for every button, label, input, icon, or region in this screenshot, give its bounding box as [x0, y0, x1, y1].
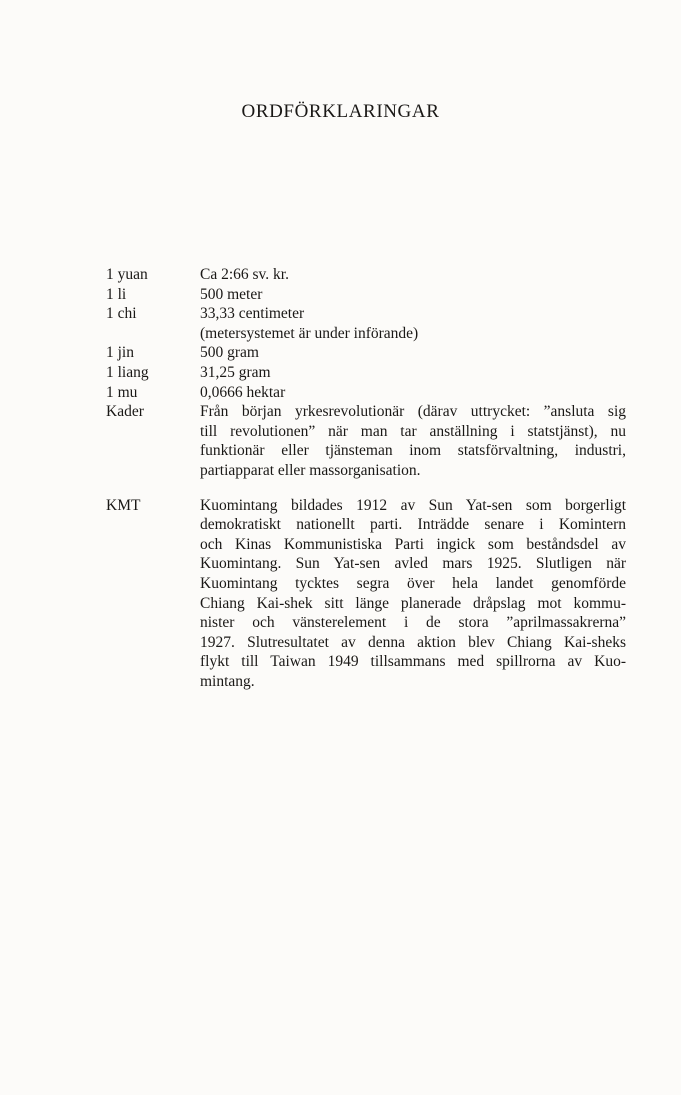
glossary-entry-kmt	[106, 496, 626, 692]
definition-line: mintang.	[200, 672, 255, 690]
definition-line: 500 meter	[200, 285, 263, 303]
glossary-term: 1 mu	[106, 383, 138, 401]
glossary-term: 1 liang	[106, 363, 149, 381]
glossary-entry-jin	[106, 343, 626, 363]
definition-line: 500 gram	[200, 344, 259, 362]
glossary-term: 1 yuan	[106, 266, 148, 283]
definition-line: funktionär eller tjänsteman inom statsförvaltning, industri,	[200, 442, 626, 460]
glossary-entry-kader	[106, 402, 626, 480]
glossary-definition	[200, 265, 626, 285]
definition-line: Kuomintang bildades 1912 av Sun Yat-sen som borgerligt	[200, 496, 626, 514]
glossary-definition	[200, 383, 626, 403]
definition-line: flykt till Taiwan 1949 tillsammans med spillrorna av Kuo-	[200, 653, 626, 671]
glossary-entry-liang	[106, 363, 626, 383]
glossary-entry-mu	[106, 383, 626, 403]
glossary-entry-chi	[106, 304, 626, 343]
glossary-definition	[200, 496, 626, 692]
definition-line: (metersystemet är under införande)	[200, 324, 419, 342]
definition-line: till revolutionen” när man tar anställning i statstjänst), nu	[200, 422, 626, 440]
glossary-definition	[200, 285, 626, 305]
definition-line: demokratiskt nationellt parti. Inträdde senare i Komintern	[200, 516, 626, 534]
definition-line: Kuomintang. Sun Yat-sen avled mars 1925. Slutligen när	[200, 555, 626, 573]
glossary-entry-li	[106, 285, 626, 305]
definition-line: 0,0666 hektar	[200, 383, 286, 401]
page-title: ORDFÖRKLARINGAR	[241, 101, 440, 122]
definition-line: 33,33 centimeter	[200, 305, 305, 323]
definition-line: nister och vänsterelement i de stora ”aprilmassakrerna”	[200, 614, 626, 632]
glossary-term: 1 jin	[106, 344, 134, 362]
glossary-definition	[200, 343, 626, 363]
glossary-term: 1 li	[106, 285, 127, 303]
glossary-definition	[200, 402, 626, 480]
glossary-definition	[200, 304, 626, 343]
definition-line: Chiang Kai-shek sitt länge planerade dråpslag mot kommu-	[200, 594, 626, 612]
glossary-term: KMT	[106, 496, 141, 514]
definition-line: partiapparat eller massorganisation.	[200, 461, 421, 479]
definition-line: Kuomintang tycktes segra över hela landet genomförde	[200, 574, 626, 592]
glossary-term: 1 chi	[106, 305, 137, 323]
glossary-entry-yuan	[106, 265, 626, 285]
definition-line: Från början yrkesrevolutionär (därav uttrycket: ”ansluta sig	[200, 403, 626, 421]
definition-line: 1927. Slutresultatet av denna aktion blev Chiang Kai-sheks	[200, 633, 626, 651]
definition-line: och Kinas Kommunistiska Parti ingick som beståndsdel av	[200, 535, 626, 553]
glossary-list	[106, 265, 626, 691]
glossary-term: Kader	[106, 403, 144, 421]
definition-line: Ca 2:66 sv. kr.	[200, 266, 289, 283]
glossary-definition	[200, 363, 626, 383]
definition-line: 31,25 gram	[200, 363, 271, 381]
